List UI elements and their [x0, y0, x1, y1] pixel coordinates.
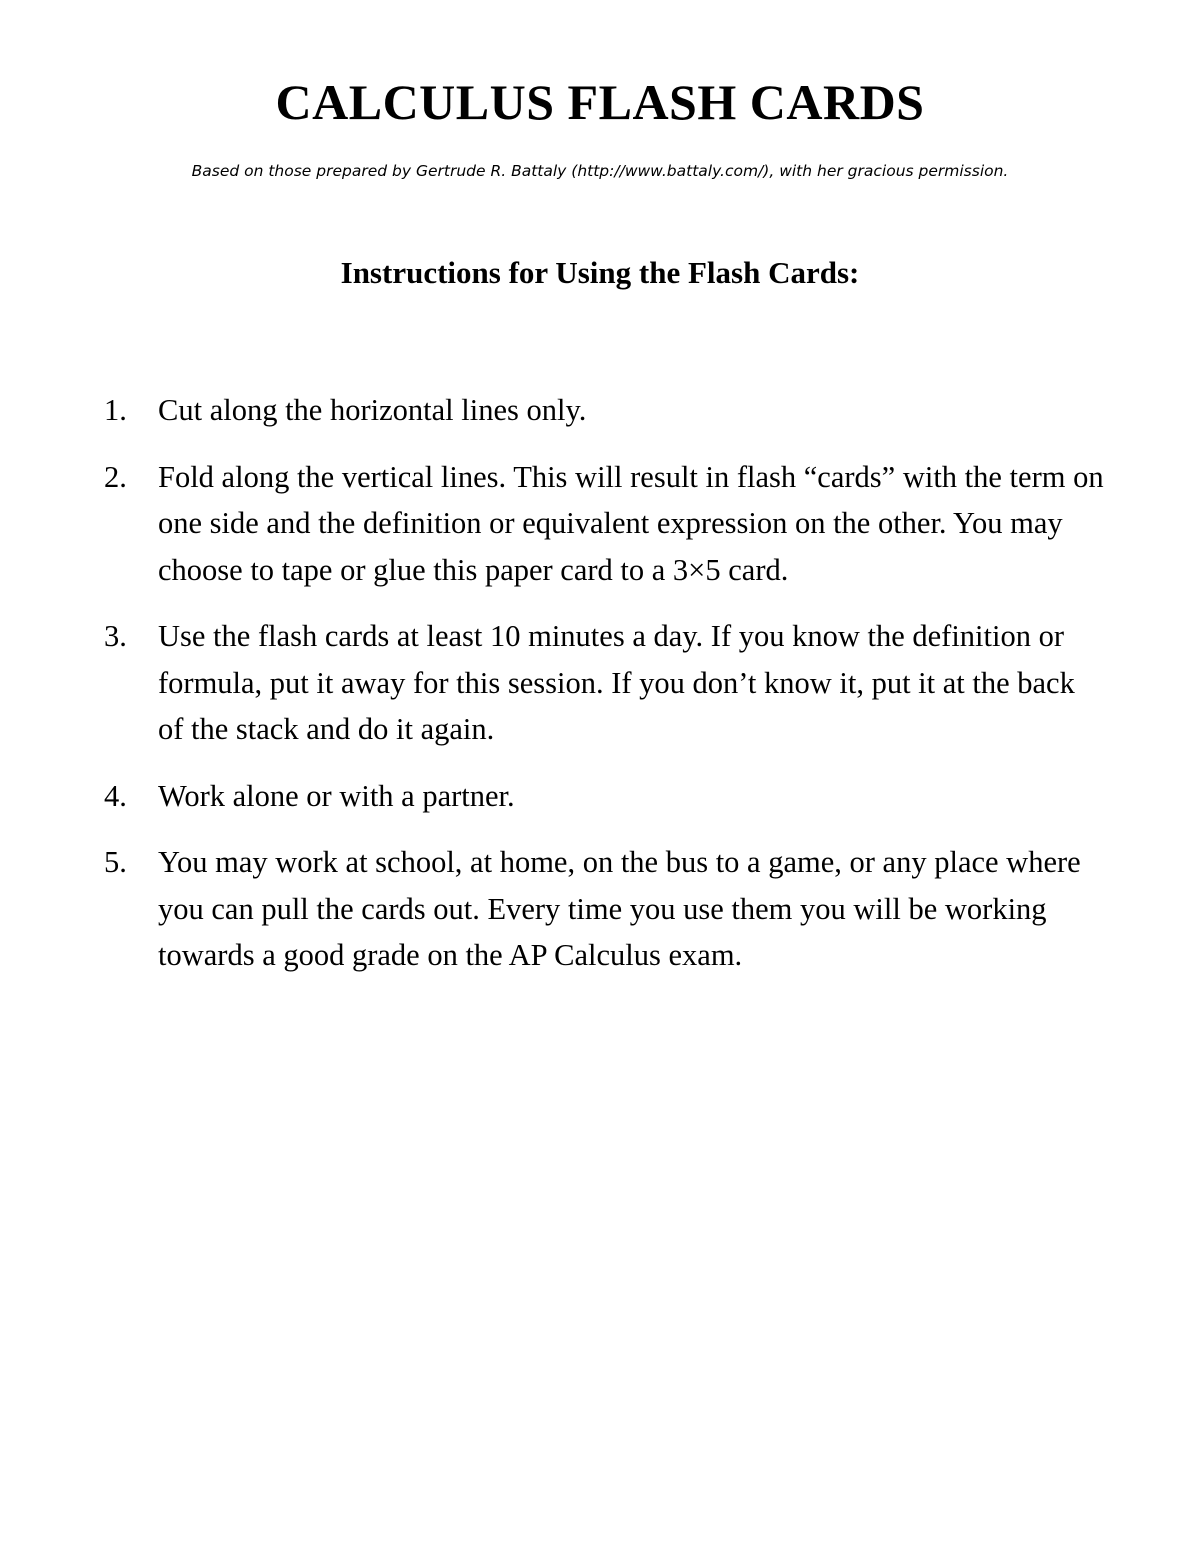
list-item-text: Work alone or with a partner. — [158, 778, 515, 813]
list-item-text: Fold along the vertical lines. This will result in flash “cards” with the term on one side and the definition or equivalent expression on the other. You may choose to tape or glue this paper card to a 3×5 card. — [158, 459, 1104, 587]
list-item — [104, 454, 1104, 594]
attribution-subtitle: Based on those prepared by Gertrude R. Battaly (http://www.battaly.com/), with her gracious permission. — [191, 162, 1009, 180]
list-item-number: 1. — [104, 393, 127, 427]
list-item-text: Cut along the horizontal lines only. — [158, 393, 587, 427]
list-item — [104, 387, 1104, 434]
instructions-list — [104, 387, 1104, 999]
instructions-heading: Instructions for Using the Flash Cards: — [340, 255, 860, 290]
list-item-number: 3. — [104, 619, 127, 653]
list-item — [104, 773, 1104, 820]
page-title: CALCULUS FLASH CARDS — [275, 74, 925, 130]
list-item — [104, 613, 1104, 753]
list-item-text: You may work at school, at home, on the bus to a game, or any place where you can pull the cards out. Every time you use them you will be working towards a good grade on the AP Calculus exam. — [158, 845, 1081, 972]
list-item-text: Use the flash cards at least 10 minutes a day. If you know the definition or formula, put it away for this session. If you don’t know it, put it at the back of the stack and do it again. — [158, 619, 1075, 746]
list-item-number: 2. — [104, 459, 127, 494]
list-item — [104, 839, 1104, 979]
list-item-number: 5. — [104, 845, 127, 879]
list-item-number: 4. — [104, 778, 127, 813]
